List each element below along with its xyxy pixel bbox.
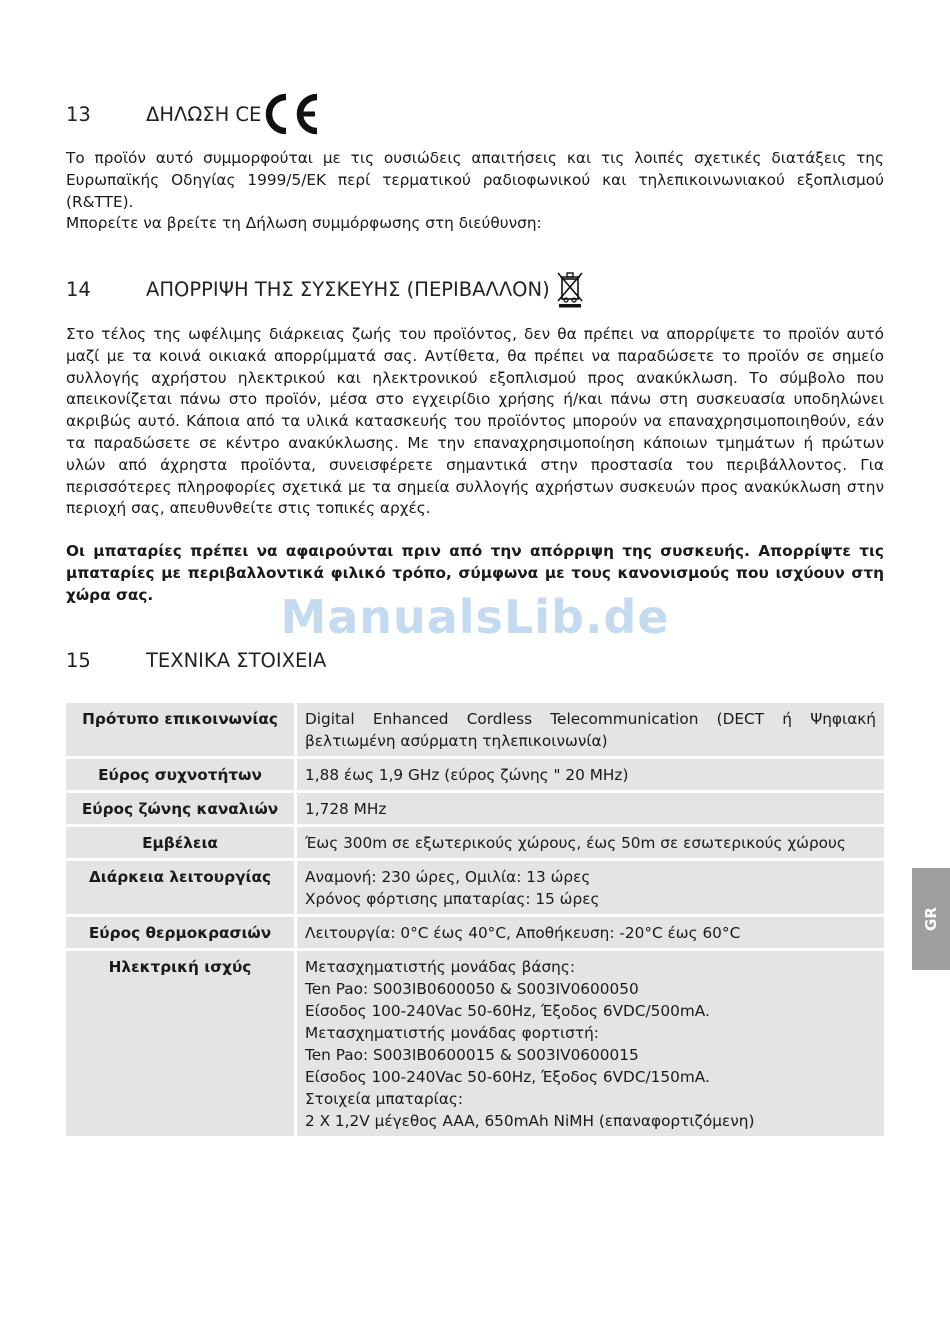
spec-label: Εύρος θερμοκρασιών xyxy=(66,917,297,948)
spec-value-line: Μετασχηματιστής μονάδας φορτιστή: xyxy=(305,1024,599,1042)
spec-value-line: 1,728 MHz xyxy=(305,800,387,818)
spec-label: Πρότυπο επικοινωνίας xyxy=(66,703,297,756)
spec-value-line: Ten Pao: S003IB0600050 & S003IV0600050 xyxy=(305,980,639,998)
section-14-body: Στο τέλος της ωφέλιμης διάρκειας ζωής του προϊόντος, δεν θα πρέπει να απορρίψετε το προϊόν αυτό μαζί με τα κοινά οικιακά απορρίμματά σας. Αντίθετα, θα πρέπει να παραδώσετε το προϊόν σε σημείο συλλογής αχρήστου ηλεκτρικού και ηλεκτρονικού εξοπλισμού προς ανακύκλωση. Το σύμβολο που απεικονίζεται πάνω στο προϊόν, μέσα στο εγχειρίδιο χρήσης ή/και πάνω στη συσκευασία υποδηλώνει ακριβώς αυτό. Κάποια από τα υλικά κατασκευής του προϊόντος μπορούν να επαναχρησιμοποιηθούν, εάν τα παραδώσετε σε κέντρο ανακύκλωσης. Με την επαναχρησιμοποίηση κάποιων τμημάτων ή πρώτων υλών από άχρηστα προϊόντα, συνεισφέρετε σημαντικά στην προστασία του περιβάλλοντος. Για περισσότερες πληροφορίες σχετικά με τα σημεία συλλογής αχρήστων συσκευών προς ανακύκλωση στην περιοχή σας, απευθυνθείτε στις τοπικές αρχές. xyxy=(66,325,884,518)
spec-value-line: 2 X 1,2V μέγεθος AAA, 650mAh NiMH (επαναφορτιζόμενη) xyxy=(305,1112,755,1130)
spec-value-line: Λειτουργία: 0°C έως 40°C, Αποθήκευση: -20°C έως 60°C xyxy=(305,924,741,942)
spec-label: Διάρκεια λειτουργίας xyxy=(66,861,297,914)
spec-label: Ηλεκτρική ισχύς xyxy=(66,951,297,1136)
spec-value-line: Χρόνος φόρτισης μπαταρίας: 15 ώρες xyxy=(305,890,600,908)
table-row xyxy=(66,703,884,756)
spec-value-line: Ten Pao: S003IB0600015 & S003IV0600015 xyxy=(305,1046,639,1064)
language-tab xyxy=(912,868,950,970)
specs-table xyxy=(66,700,884,1139)
spec-value-line: Είσοδος 100-240Vac 50-60Hz, Έξοδος 6VDC/500mA. xyxy=(305,1002,710,1020)
spec-value xyxy=(297,917,884,948)
spec-value xyxy=(297,703,884,756)
spec-value-line: Έως 300m σε εξωτερικούς χώρους, έως 50m σε εσωτερικούς χώρους xyxy=(305,834,846,852)
section-13-body: Το προϊόν αυτό συμμορφούται με τις ουσιώδεις απαιτήσεις και τις λοιπές σχετικές διατάξεις της Ευρωπαϊκής Οδηγίας 1999/5/ΕΚ περί τερματικού ραδιοφωνικού και τηλεπικοινωνιακού εξοπλισμού (R&TTE). xyxy=(66,149,884,211)
section-number: 15 xyxy=(66,649,91,672)
spec-value-line: Digital Enhanced Cordless Telecommunication (DECT ή Ψηφιακή βελτιωμένη ασύρματη τηλεπικοινωνία) xyxy=(305,710,876,750)
section-number: 13 xyxy=(66,102,91,126)
section-13-heading xyxy=(66,92,325,136)
table-row xyxy=(66,759,884,790)
section-title: ΑΠΟΡΡΙΨΗ ΤΗΣ ΣΥΣΚΕΥΗΣ (ΠΕΡΙΒΑΛΛΟΝ) xyxy=(146,277,550,301)
ce-mark-icon xyxy=(265,92,325,136)
section-title: ΔΗΛΩΣΗ CE xyxy=(146,102,262,126)
spec-value xyxy=(297,793,884,824)
section-14-bold-body: Οι μπαταρίες πρέπει να αφαιρούνται πριν από την απόρριψη της συσκευής. Απορρίψτε τις μπαταρίες με περιβαλλοντικά φιλικό τρόπο, σύμφωνα με τους κανονισμούς που ισχύουν στη χώρα σας. xyxy=(66,542,884,604)
spec-label: Εύρος συχνοτήτων xyxy=(66,759,297,790)
section-13-body-2: Μπορείτε να βρείτε τη Δήλωση συμμόρφωσης στη διεύθυνση: xyxy=(66,214,542,232)
section-title: ΤΕΧΝΙΚΑ ΣΤΟΙΧΕΙΑ xyxy=(146,649,327,672)
spec-label: Εύρος ζώνης καναλιών xyxy=(66,793,297,824)
spec-value-line: Μετασχηματιστής μονάδας βάσης: xyxy=(305,958,575,976)
spec-value xyxy=(297,759,884,790)
spec-label: Εμβέλεια xyxy=(66,827,297,858)
language-tab-label: GR xyxy=(922,907,940,931)
spec-value-line: Αναμονή: 230 ώρες, Ομιλία: 13 ώρες xyxy=(305,868,591,886)
section-number: 14 xyxy=(66,277,91,301)
watermark: ManualsLib.de xyxy=(280,590,670,644)
crossed-bin-icon xyxy=(556,270,584,308)
spec-value xyxy=(297,951,884,1136)
section-15-heading xyxy=(66,649,326,672)
spec-value xyxy=(297,861,884,914)
spec-value-line: 1,88 έως 1,9 GHz (εύρος ζώνης " 20 MHz) xyxy=(305,766,629,784)
table-row xyxy=(66,827,884,858)
spec-value-line: Είσοδος 100-240Vac 50-60Hz, Έξοδος 6VDC/150mA. xyxy=(305,1068,710,1086)
spec-value xyxy=(297,827,884,858)
table-row xyxy=(66,917,884,948)
table-row xyxy=(66,861,884,914)
table-row xyxy=(66,951,884,1136)
spec-value-line: Στοιχεία μπαταρίας: xyxy=(305,1090,464,1108)
section-14-heading xyxy=(66,270,584,308)
table-row xyxy=(66,793,884,824)
